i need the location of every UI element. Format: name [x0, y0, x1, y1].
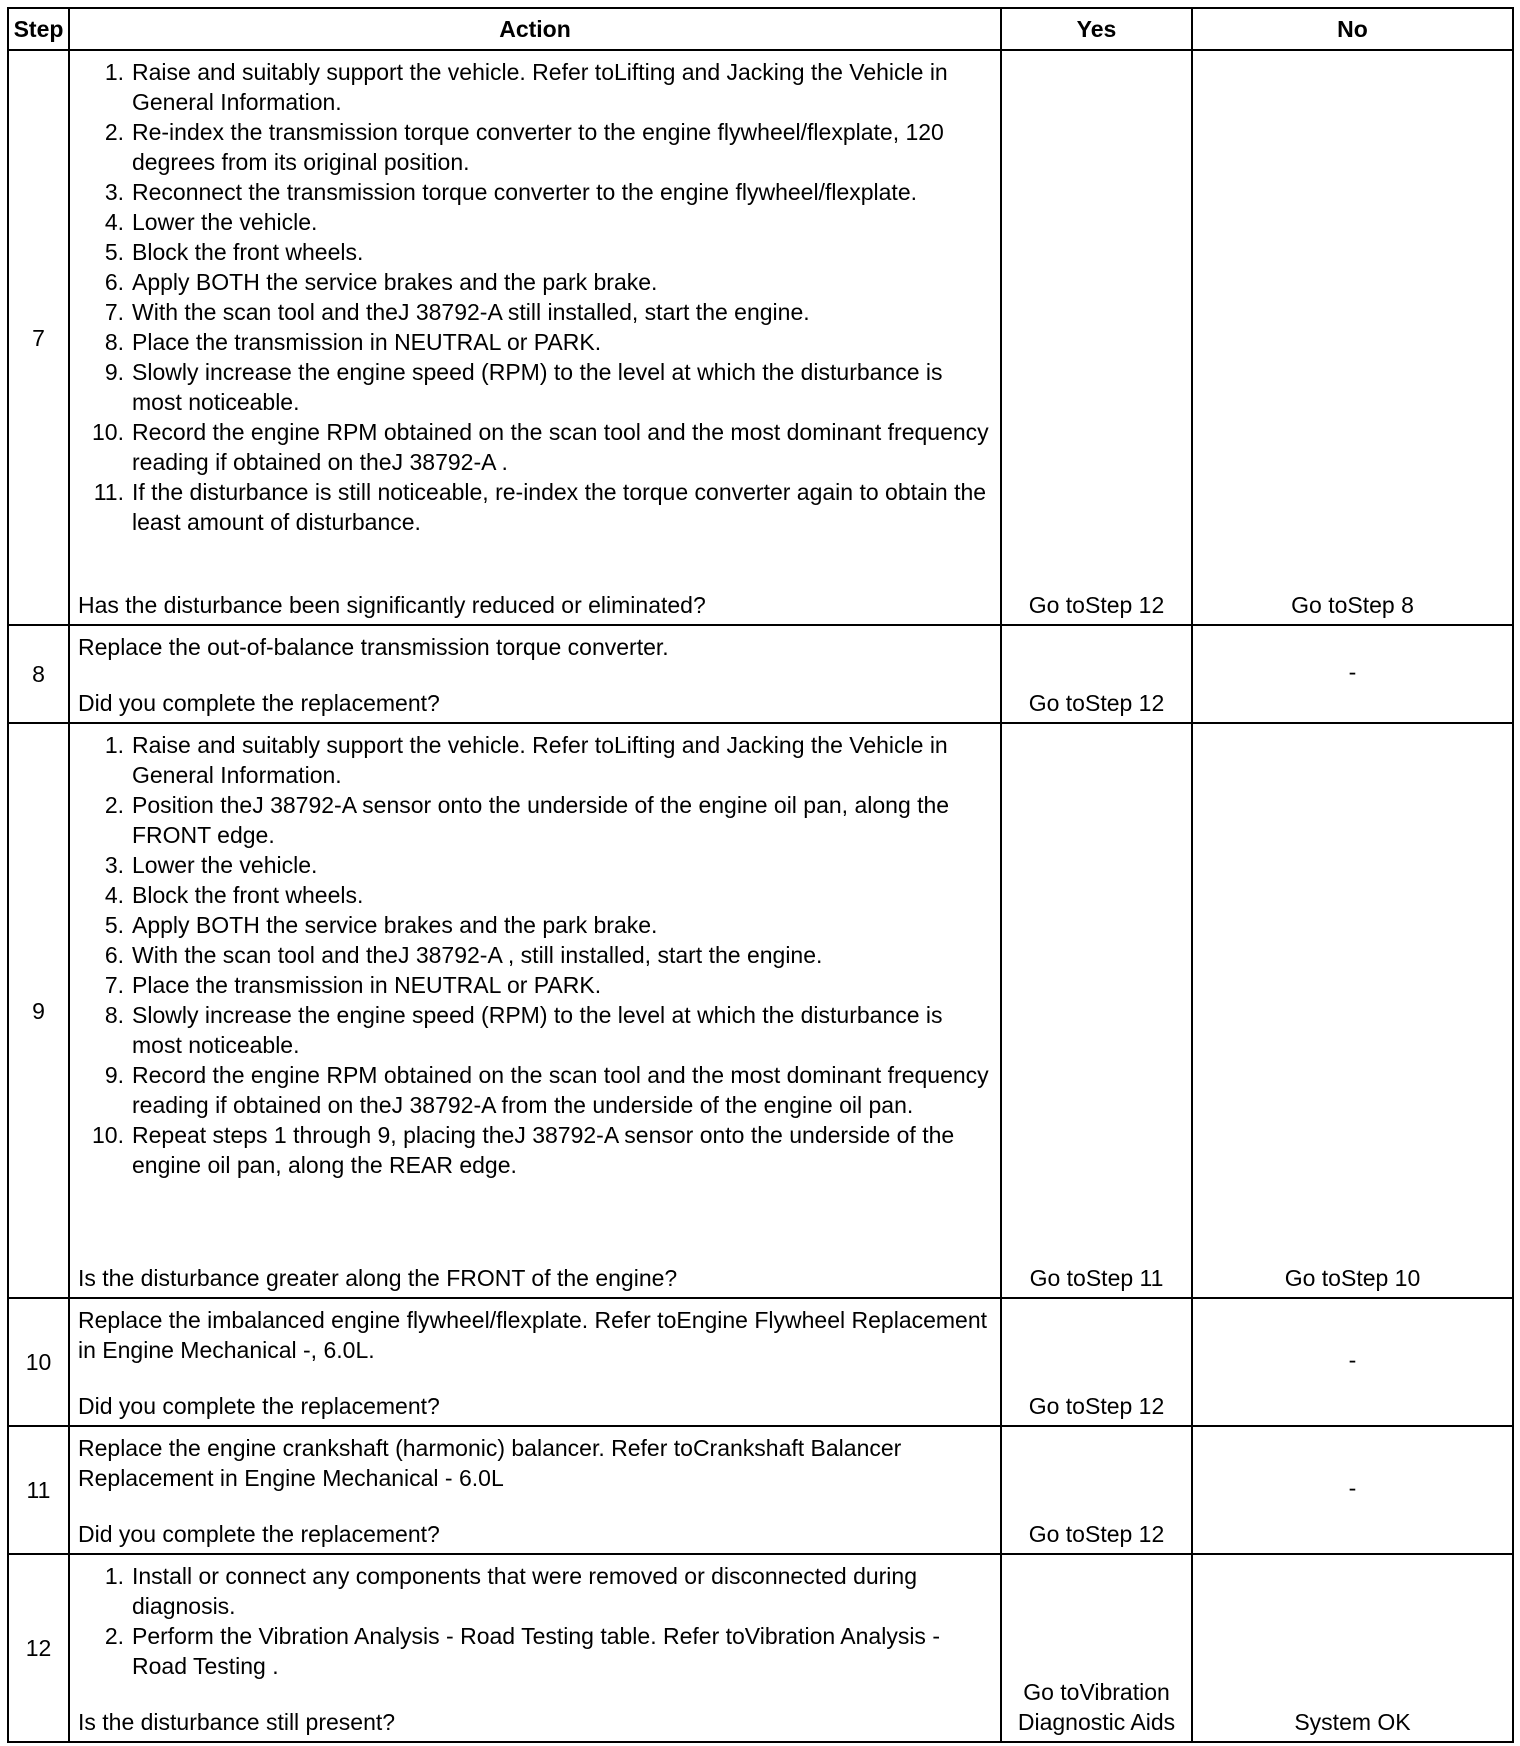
- step-item-number: 3.: [104, 179, 124, 205]
- action-step-item: [78, 117, 990, 177]
- no-link[interactable]: Go toStep 8: [1192, 50, 1513, 625]
- action-steps-list: [78, 1561, 990, 1681]
- action-steps-list: [78, 730, 990, 1180]
- action-cell: [69, 625, 1001, 723]
- step-item-text: Record the engine RPM obtained on the scan tool and the most dominant frequency reading if obtained on theJ 38792-A .: [132, 419, 989, 475]
- step-number: 10: [8, 1298, 69, 1426]
- no-value: -: [1192, 625, 1513, 723]
- yes-link[interactable]: Go toStep 12: [1001, 1298, 1192, 1426]
- step-item-number: 7.: [104, 972, 124, 998]
- action-step-item: [78, 477, 990, 537]
- step-item-number: 4.: [104, 209, 124, 235]
- yes-link[interactable]: Go toVibration Diagnostic Aids: [1001, 1554, 1192, 1742]
- action-cell: [69, 1554, 1001, 1742]
- action-question: Did you complete the replacement?: [78, 690, 440, 716]
- action-step-item: [78, 790, 990, 850]
- action-cell: [69, 1298, 1001, 1426]
- header-yes: Yes: [1001, 8, 1192, 50]
- step-item-text: Raise and suitably support the vehicle. Refer toLifting and Jacking the Vehicle in General Information.: [132, 732, 948, 788]
- step-item-number: 11.: [93, 479, 124, 505]
- step-item-text: Position theJ 38792-A sensor onto the underside of the engine oil pan, along the FRONT edge.: [132, 792, 950, 848]
- step-item-number: 6.: [104, 942, 124, 968]
- action-cell: [69, 50, 1001, 625]
- no-value: System OK: [1192, 1554, 1513, 1742]
- action-step-item: [78, 57, 990, 117]
- step-item-text: Apply BOTH the service brakes and the park brake.: [132, 269, 658, 295]
- step-item-number: 9.: [104, 359, 124, 385]
- step-item-text: Raise and suitably support the vehicle. Refer toLifting and Jacking the Vehicle in General Information.: [132, 59, 948, 115]
- action-step-item: [78, 940, 990, 970]
- action-step-item: [78, 730, 990, 790]
- action-step-item: [78, 327, 990, 357]
- step-item-text: Perform the Vibration Analysis - Road Testing table. Refer toVibration Analysis - Road Testing .: [132, 1623, 940, 1679]
- step-item-text: Place the transmission in NEUTRAL or PARK.: [132, 972, 602, 998]
- step-item-text: Slowly increase the engine speed (RPM) to the level at which the disturbance is most noticeable.: [132, 359, 943, 415]
- action-steps-list: [78, 57, 990, 537]
- step-item-text: With the scan tool and theJ 38792-A still installed, start the engine.: [132, 299, 810, 325]
- table-row: [8, 723, 1513, 1298]
- step-item-number: 1.: [104, 732, 124, 758]
- action-step-item: [78, 1621, 990, 1681]
- step-item-text: Apply BOTH the service brakes and the park brake.: [132, 912, 658, 938]
- action-step-item: [78, 970, 990, 1000]
- no-value: -: [1192, 1426, 1513, 1554]
- action-step-item: [78, 910, 990, 940]
- diagnostic-table: [7, 7, 1514, 1743]
- table-row: [8, 50, 1513, 625]
- action-step-item: [78, 1060, 990, 1120]
- action-step-item: [78, 297, 990, 327]
- step-item-number: 8.: [104, 1002, 124, 1028]
- step-item-number: 2.: [104, 119, 124, 145]
- step-item-text: Re-index the transmission torque converter to the engine flywheel/flexplate, 120 degrees from its original position.: [132, 119, 944, 175]
- action-cell: [69, 1426, 1001, 1554]
- table-row: [8, 625, 1513, 723]
- step-item-text: Block the front wheels.: [132, 882, 364, 908]
- no-value: -: [1192, 1298, 1513, 1426]
- step-number: 7: [8, 50, 69, 625]
- action-cell: [69, 723, 1001, 1298]
- step-item-number: 3.: [104, 852, 124, 878]
- action-text: Replace the out-of-balance transmission torque converter.: [78, 634, 669, 660]
- action-question: Is the disturbance greater along the FRONT of the engine?: [78, 1265, 678, 1291]
- step-item-number: 4.: [104, 882, 124, 908]
- action-step-item: [78, 1120, 990, 1180]
- step-item-text: Install or connect any components that were removed or disconnected during diagnosis.: [132, 1563, 917, 1619]
- step-item-number: 5.: [104, 912, 124, 938]
- action-text: Replace the imbalanced engine flywheel/flexplate. Refer toEngine Flywheel Replacement in Engine Mechanical -, 6.0L.: [78, 1307, 988, 1363]
- yes-link[interactable]: Go toStep 12: [1001, 1426, 1192, 1554]
- table-row: [8, 1426, 1513, 1554]
- step-item-number: 8.: [104, 329, 124, 355]
- yes-link[interactable]: Go toStep 12: [1001, 625, 1192, 723]
- step-item-number: 1.: [104, 59, 124, 85]
- action-step-item: [78, 1561, 990, 1621]
- step-item-text: Block the front wheels.: [132, 239, 364, 265]
- step-number: 11: [8, 1426, 69, 1554]
- step-number: 9: [8, 723, 69, 1298]
- yes-link[interactable]: Go toStep 11: [1001, 723, 1192, 1298]
- header-no: No: [1192, 8, 1513, 50]
- action-step-item: [78, 177, 990, 207]
- action-text: Replace the engine crankshaft (harmonic) balancer. Refer toCrankshaft Balancer Replacement in Engine Mechanical - 6.0L: [78, 1435, 902, 1491]
- action-step-item: [78, 417, 990, 477]
- yes-link[interactable]: Go toStep 12: [1001, 50, 1192, 625]
- step-item-text: Repeat steps 1 through 9, placing theJ 38792-A sensor onto the underside of the engine oil pan, along the REAR edge.: [132, 1122, 955, 1178]
- table-row: [8, 1554, 1513, 1742]
- step-item-number: 2.: [104, 792, 124, 818]
- action-step-item: [78, 207, 990, 237]
- step-item-text: Reconnect the transmission torque converter to the engine flywheel/flexplate.: [132, 179, 917, 205]
- step-item-text: Lower the vehicle.: [132, 852, 318, 878]
- step-item-number: 6.: [104, 269, 124, 295]
- step-item-number: 5.: [104, 239, 124, 265]
- step-item-text: Slowly increase the engine speed (RPM) to the level at which the disturbance is most noticeable.: [132, 1002, 943, 1058]
- step-item-number: 9.: [104, 1062, 124, 1088]
- no-link[interactable]: Go toStep 10: [1192, 723, 1513, 1298]
- action-step-item: [78, 880, 990, 910]
- step-item-text: If the disturbance is still noticeable, re-index the torque converter again to obtain the least amount of disturbance.: [132, 479, 987, 535]
- step-number: 12: [8, 1554, 69, 1742]
- action-question: Did you complete the replacement?: [78, 1393, 440, 1419]
- action-step-item: [78, 1000, 990, 1060]
- action-step-item: [78, 850, 990, 880]
- step-item-number: 7.: [104, 299, 124, 325]
- action-question: Did you complete the replacement?: [78, 1521, 440, 1547]
- step-item-text: Lower the vehicle.: [132, 209, 318, 235]
- step-item-number: 10.: [92, 1122, 124, 1148]
- step-number: 8: [8, 625, 69, 723]
- step-item-number: 1.: [104, 1563, 124, 1589]
- step-item-text: Record the engine RPM obtained on the scan tool and the most dominant frequency reading if obtained on theJ 38792-A from the underside of the engine oil pan.: [132, 1062, 989, 1118]
- step-item-number: 10.: [92, 419, 124, 445]
- action-question: Has the disturbance been significantly reduced or eliminated?: [78, 592, 706, 618]
- action-step-item: [78, 237, 990, 267]
- action-step-item: [78, 357, 990, 417]
- step-item-number: 2.: [104, 1623, 124, 1649]
- action-step-item: [78, 267, 990, 297]
- header-row: [8, 8, 1513, 50]
- step-item-text: Place the transmission in NEUTRAL or PARK.: [132, 329, 602, 355]
- header-step: Step: [8, 8, 69, 50]
- header-action: Action: [69, 8, 1001, 50]
- step-item-text: With the scan tool and theJ 38792-A , still installed, start the engine.: [132, 942, 823, 968]
- action-question: Is the disturbance still present?: [78, 1709, 396, 1735]
- table-row: [8, 1298, 1513, 1426]
